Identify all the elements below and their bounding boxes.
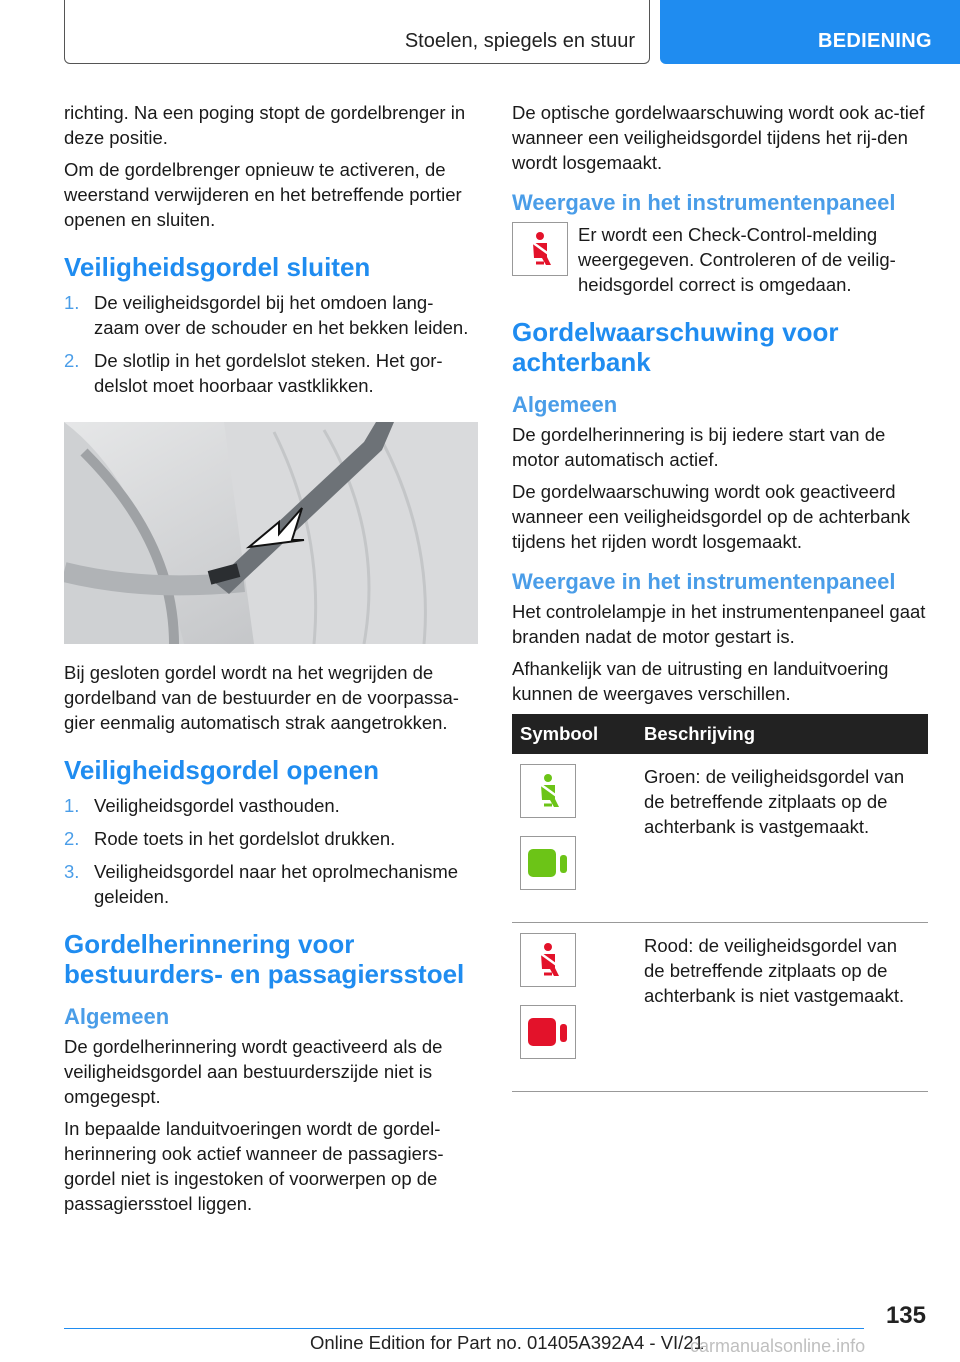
running-header-chapter [660,0,960,64]
check-control-row [512,222,928,297]
section-title: Stoelen, spiegels en stuur [404,30,635,52]
seatbelt-fastened-icon-green [520,764,576,818]
seatbelt-photo-illustration [64,422,478,644]
left-column [64,100,478,1223]
table-row [512,923,928,1092]
display2-paragraph-2: Afhankelijk van de uitrusting en landuitvoering kunnen de weergaves verschillen. [512,658,889,704]
optical-warning-paragraph: De optische gordelwaarschuwing wordt ook ac-tief wanneer een veiligheidsgordel tijdens het rij-den wordt losgemaakt. [512,102,925,173]
open-step-3: 3. Veiligheidsgordel naar het oprolmechanisme geleiden. [64,861,459,907]
open-step-2: 2. Rode toets in het gordelslot drukken. [64,828,396,849]
description-cell-red: Rood: de veiligheidsgordel van de betreffende zitplaats op de achterbank is niet vastgemaakt. [636,923,928,1092]
general-right-paragraph-1: De gordelherinnering is bij iedere start van de motor automatisch actief. [512,424,886,470]
intro-paragraph-1: richting. Na een poging stopt de gordelbrenger in deze positie. [64,102,466,148]
chapter-title: BEDIENING [818,30,932,52]
rear-seat-indicator-icon-red [520,1005,576,1059]
right-column [512,100,928,1092]
symbol-table [512,714,928,1092]
watermark: carmanualsonline.info [690,1336,866,1356]
check-control-text: Er wordt een Check-Control-melding weergegeven. Controleren of de veilig-heidsgordel correct is omgedaan. [578,224,896,295]
rear-seat-indicator-icon-green [520,836,576,890]
col-header-description: Beschrijving [636,714,928,754]
general-left-paragraph-2: In bepaalde landuitvoeringen wordt de gordel-herinnering ook actief wanneer de passagiers-gordel niet is ingestoken of voorwerpen op de passagiersstoel liggen. [64,1118,444,1214]
general-right-paragraph-2: De gordelwaarschuwing wordt ook geactiveerd wanneer een veiligheidsgordel op de achterbank tijdens het rijden wordt losgemaakt. [512,481,911,552]
table-header-row [512,714,928,754]
open-step-1: 1. Veiligheidsgordel vasthouden. [64,795,340,816]
heading-general-right: Algemeen [512,392,618,417]
close-steps-list [64,290,478,398]
seatbelt-warning-icon [512,222,568,276]
symbol-cell-green [512,754,636,923]
general-left-paragraph-1: De gordelherinnering wordt geactiveerd als de veiligheidsgordel aan bestuurderszijde niet is omgegespt. [64,1036,443,1107]
symbol-cell-red [512,923,636,1092]
table-row [512,754,928,923]
heading-display-2: Weergave in het instrumentenpaneel [512,569,896,594]
close-step-1: 1. De veiligheidsgordel bij het omdoen lang-zaam over de schouder en het bekken leiden. [64,292,469,338]
heading-display-1: Weergave in het instrumentenpaneel [512,190,896,215]
seatbelt-buckle-photo [64,422,478,644]
display2-paragraph-1: Het controlelampje in het instrumentenpaneel gaat branden nadat de motor gestart is. [512,601,926,647]
open-steps-list [64,793,478,909]
page-number: 135 [885,1302,926,1329]
col-header-symbol: Symbool [512,714,636,754]
heading-rear-warning: Gordelwaarschuwing voor achterbank [512,317,839,377]
edition-footer: Online Edition for Part no. 01405A392A4 - VI/21 [310,1332,704,1353]
heading-open-belt: Veiligheidsgordel openen [64,755,379,785]
heading-general-left: Algemeen [64,1004,170,1029]
running-header-section [64,0,650,64]
heading-close-belt: Veiligheidsgordel sluiten [64,252,371,282]
close-step-2: 2. De slotlip in het gordelslot steken. Het gor-delslot moet hoorbaar vastklikken. [64,350,443,396]
footer-divider [64,1328,864,1329]
heading-belt-reminder: Gordelherinnering voor bestuurders- en passagiersstoel [64,929,465,989]
intro-paragraph-2: Om de gordelbrenger opnieuw te activeren, de weerstand verwijderen en het betreffende portier openen en sluiten. [64,159,462,230]
after-photo-paragraph: Bij gesloten gordel wordt na het wegrijden de gordelband van de bestuurder en de voorpassa-gier eenmalig automatisch strak aangetrokken. [64,662,459,733]
description-cell-green: Groen: de veiligheidsgordel van de betreffende zitplaats op de achterbank is vastgemaakt. [636,754,928,923]
seatbelt-unfastened-icon-red [520,933,576,987]
